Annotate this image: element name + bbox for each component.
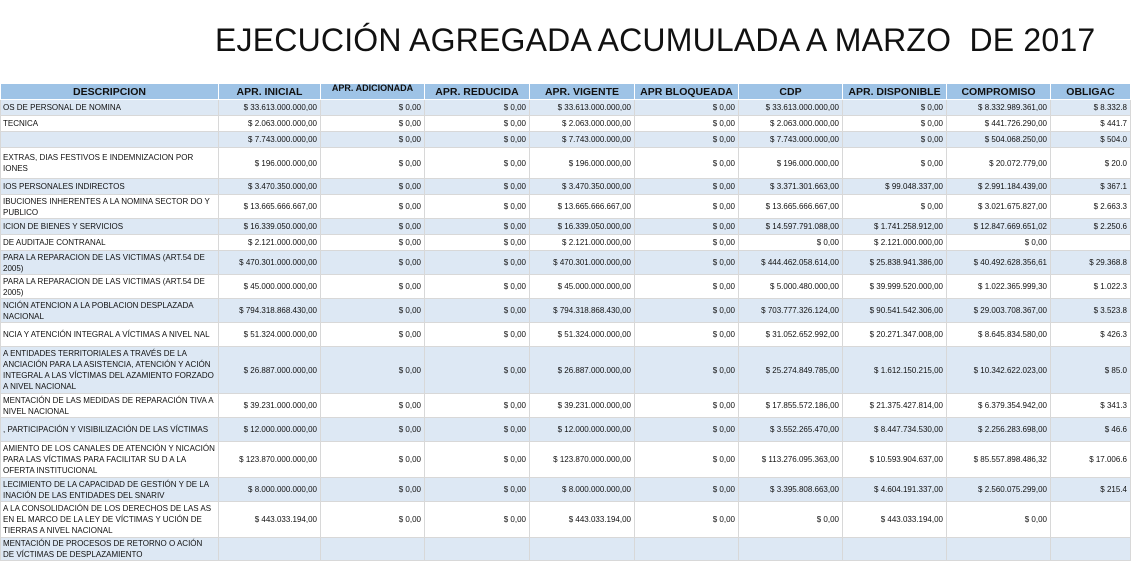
amount-cell[interactable]: $ 1.022.3 bbox=[1051, 275, 1131, 299]
amount-cell[interactable]: $ 504.0 bbox=[1051, 132, 1131, 148]
amount-cell[interactable]: $ 1.022.365.999,30 bbox=[947, 275, 1051, 299]
amount-cell[interactable]: $ 441.726.290,00 bbox=[947, 116, 1051, 132]
amount-cell[interactable]: $ 443.033.194,00 bbox=[219, 502, 321, 538]
amount-cell[interactable]: $ 0,00 bbox=[321, 179, 425, 195]
table-row bbox=[1, 502, 1131, 538]
amount-cell[interactable]: $ 0,00 bbox=[635, 148, 739, 179]
amount-cell[interactable]: $ 426.3 bbox=[1051, 323, 1131, 347]
amount-cell[interactable]: $ 123.870.000.000,00 bbox=[219, 442, 321, 478]
row-description-cell[interactable]: LECIMIENTO DE LA CAPACIDAD DE GESTIÓN Y DE LA INACIÓN DE LAS ENTIDADES DEL SNARIV bbox=[1, 478, 219, 502]
table-row bbox=[1, 275, 1131, 299]
table-row bbox=[1, 148, 1131, 179]
amount-cell[interactable]: $ 0,00 bbox=[321, 442, 425, 478]
amount-cell[interactable]: $ 0,00 bbox=[321, 478, 425, 502]
amount-cell[interactable]: $ 46.6 bbox=[1051, 418, 1131, 442]
amount-cell[interactable]: $ 2.121.000.000,00 bbox=[843, 235, 947, 251]
amount-cell[interactable]: $ 0,00 bbox=[321, 418, 425, 442]
amount-cell[interactable]: $ 470.301.000.000,00 bbox=[219, 251, 321, 275]
amount-cell[interactable]: $ 31.052.652.992,00 bbox=[739, 323, 843, 347]
amount-cell[interactable]: $ 0,00 bbox=[321, 132, 425, 148]
amount-cell[interactable]: $ 40.492.628.356,61 bbox=[947, 251, 1051, 275]
amount-cell[interactable]: $ 1.612.150.215,00 bbox=[843, 347, 947, 394]
amount-cell[interactable]: $ 26.887.000.000,00 bbox=[219, 347, 321, 394]
amount-cell[interactable]: $ 794.318.868.430,00 bbox=[219, 299, 321, 323]
table-row bbox=[1, 100, 1131, 116]
amount-cell[interactable]: $ 85.557.898.486,32 bbox=[947, 442, 1051, 478]
amount-cell[interactable]: $ 3.470.350.000,00 bbox=[219, 179, 321, 195]
amount-cell[interactable]: $ 29.003.708.367,00 bbox=[947, 299, 1051, 323]
amount-cell[interactable]: $ 0,00 bbox=[425, 251, 530, 275]
amount-cell[interactable]: $ 123.870.000.000,00 bbox=[530, 442, 635, 478]
table-row bbox=[1, 235, 1131, 251]
amount-cell[interactable]: $ 0,00 bbox=[425, 100, 530, 116]
amount-cell[interactable]: $ 16.339.050.000,00 bbox=[219, 219, 321, 235]
row-description-cell[interactable]: , PARTICIPACIÓN Y VISIBILIZACIÓN DE LAS VÍCTIMAS bbox=[1, 418, 219, 442]
table-row bbox=[1, 251, 1131, 275]
amount-cell[interactable]: $ 0,00 bbox=[635, 100, 739, 116]
table-row bbox=[1, 132, 1131, 148]
amount-cell[interactable]: $ 0,00 bbox=[321, 235, 425, 251]
row-description-cell[interactable]: A LA CONSOLIDACIÓN DE LOS DERECHOS DE LAS AS EN EL MARCO DE LA LEY DE VÍCTIMAS Y UCIÓN DE TIERRAS A NIVEL NACIONAL bbox=[1, 502, 219, 538]
amount-cell[interactable]: $ 0,00 bbox=[321, 219, 425, 235]
amount-cell[interactable]: $ 2.063.000.000,00 bbox=[530, 116, 635, 132]
amount-cell[interactable]: $ 6.379.354.942,00 bbox=[947, 394, 1051, 418]
spreadsheet bbox=[0, 83, 1127, 561]
amount-cell[interactable]: $ 13.665.666.667,00 bbox=[219, 195, 321, 219]
col-header-cdp[interactable]: CDP bbox=[739, 84, 843, 100]
amount-cell[interactable] bbox=[947, 538, 1051, 561]
amount-cell[interactable]: $ 39.999.520.000,00 bbox=[843, 275, 947, 299]
amount-cell[interactable] bbox=[219, 538, 321, 561]
amount-cell[interactable]: $ 0,00 bbox=[843, 116, 947, 132]
amount-cell[interactable]: $ 51.324.000.000,00 bbox=[530, 323, 635, 347]
amount-cell[interactable]: $ 8.332.989.361,00 bbox=[947, 100, 1051, 116]
row-description-cell[interactable]: A ENTIDADES TERRITORIALES A TRAVÉS DE LA ANCIACIÓN PARA LA ASISTENCIA, ATENCIÓN Y ACIÓN INTEGRAL A LAS VÍCTIMAS DEL AZAMIENTO FORZADO A NIVEL NACIONAL bbox=[1, 347, 219, 394]
col-header-apr-inicial[interactable]: APR. INICIAL bbox=[219, 84, 321, 100]
amount-cell[interactable]: $ 4.604.191.337,00 bbox=[843, 478, 947, 502]
amount-cell[interactable]: $ 2.560.075.299,00 bbox=[947, 478, 1051, 502]
amount-cell[interactable]: $ 12.000.000.000,00 bbox=[219, 418, 321, 442]
col-header-compromiso[interactable]: COMPROMISO bbox=[947, 84, 1051, 100]
amount-cell[interactable]: $ 8.332.8 bbox=[1051, 100, 1131, 116]
row-description-cell[interactable]: ICION DE BIENES Y SERVICIOS bbox=[1, 219, 219, 235]
amount-cell[interactable]: $ 0,00 bbox=[635, 442, 739, 478]
table-body bbox=[1, 100, 1131, 561]
amount-cell[interactable]: $ 20.271.347.008,00 bbox=[843, 323, 947, 347]
amount-cell[interactable]: $ 2.063.000.000,00 bbox=[219, 116, 321, 132]
amount-cell[interactable]: $ 0,00 bbox=[425, 148, 530, 179]
amount-cell[interactable]: $ 794.318.868.430,00 bbox=[530, 299, 635, 323]
amount-cell[interactable]: $ 0,00 bbox=[321, 116, 425, 132]
amount-cell[interactable]: $ 90.541.542.306,00 bbox=[843, 299, 947, 323]
amount-cell[interactable]: $ 12.847.669.651,02 bbox=[947, 219, 1051, 235]
amount-cell[interactable]: $ 0,00 bbox=[739, 502, 843, 538]
amount-cell[interactable]: $ 26.887.000.000,00 bbox=[530, 347, 635, 394]
title-area bbox=[0, 0, 1110, 83]
amount-cell[interactable]: $ 0,00 bbox=[843, 100, 947, 116]
amount-cell[interactable] bbox=[1051, 502, 1131, 538]
amount-cell[interactable]: $ 0,00 bbox=[425, 299, 530, 323]
amount-cell[interactable]: $ 0,00 bbox=[635, 502, 739, 538]
row-description-cell[interactable]: NCIA Y ATENCIÓN INTEGRAL A VÍCTIMAS A NIVEL NAL bbox=[1, 323, 219, 347]
amount-cell[interactable]: $ 0,00 bbox=[425, 179, 530, 195]
row-description-cell[interactable]: OS DE PERSONAL DE NOMINA bbox=[1, 100, 219, 116]
amount-cell[interactable]: $ 0,00 bbox=[321, 347, 425, 394]
col-header-obligacion[interactable]: OBLIGAC bbox=[1051, 84, 1131, 100]
amount-cell[interactable]: $ 1.741.258.912,00 bbox=[843, 219, 947, 235]
amount-cell[interactable]: $ 3.552.265.470,00 bbox=[739, 418, 843, 442]
amount-cell[interactable]: $ 0,00 bbox=[635, 116, 739, 132]
amount-cell[interactable]: $ 10.342.622.023,00 bbox=[947, 347, 1051, 394]
amount-cell[interactable]: $ 0,00 bbox=[321, 299, 425, 323]
amount-cell[interactable]: $ 8.447.734.530,00 bbox=[843, 418, 947, 442]
table-row bbox=[1, 347, 1131, 394]
table-row bbox=[1, 195, 1131, 219]
row-description-cell[interactable] bbox=[1, 132, 219, 148]
amount-cell[interactable]: $ 0,00 bbox=[635, 235, 739, 251]
row-description-cell[interactable]: TECNICA bbox=[1, 116, 219, 132]
amount-cell[interactable]: $ 13.665.666.667,00 bbox=[739, 195, 843, 219]
amount-cell[interactable]: $ 215.4 bbox=[1051, 478, 1131, 502]
amount-cell[interactable]: $ 443.033.194,00 bbox=[843, 502, 947, 538]
amount-cell[interactable]: $ 20.072.779,00 bbox=[947, 148, 1051, 179]
table-row bbox=[1, 478, 1131, 502]
amount-cell[interactable]: $ 0,00 bbox=[739, 235, 843, 251]
col-header-apr-vigente[interactable]: APR. VIGENTE bbox=[530, 84, 635, 100]
amount-cell[interactable]: $ 0,00 bbox=[947, 235, 1051, 251]
amount-cell[interactable]: $ 45.000.000.000,00 bbox=[530, 275, 635, 299]
table-row bbox=[1, 299, 1131, 323]
amount-cell[interactable]: $ 0,00 bbox=[425, 442, 530, 478]
table-row bbox=[1, 116, 1131, 132]
amount-cell[interactable]: $ 0,00 bbox=[635, 275, 739, 299]
amount-cell[interactable]: $ 13.665.666.667,00 bbox=[530, 195, 635, 219]
amount-cell[interactable]: $ 0,00 bbox=[425, 235, 530, 251]
amount-cell[interactable]: $ 196.000.000,00 bbox=[739, 148, 843, 179]
amount-cell[interactable]: $ 7.743.000.000,00 bbox=[219, 132, 321, 148]
amount-cell[interactable]: $ 7.743.000.000,00 bbox=[739, 132, 843, 148]
amount-cell[interactable]: $ 14.597.791.088,00 bbox=[739, 219, 843, 235]
amount-cell[interactable]: $ 25.838.941.386,00 bbox=[843, 251, 947, 275]
amount-cell[interactable]: $ 8.645.834.580,00 bbox=[947, 323, 1051, 347]
amount-cell[interactable]: $ 0,00 bbox=[635, 394, 739, 418]
amount-cell[interactable]: $ 0,00 bbox=[321, 148, 425, 179]
row-description-cell[interactable]: NCIÓN ATENCION A LA POBLACION DESPLAZADA NACIONAL bbox=[1, 299, 219, 323]
budget-table bbox=[0, 83, 1131, 561]
amount-cell[interactable] bbox=[321, 538, 425, 561]
amount-cell[interactable] bbox=[530, 538, 635, 561]
col-header-apr-reducida[interactable]: APR. REDUCIDA bbox=[425, 84, 530, 100]
amount-cell[interactable]: $ 0,00 bbox=[635, 219, 739, 235]
amount-cell[interactable]: $ 0,00 bbox=[843, 132, 947, 148]
amount-cell[interactable]: $ 0,00 bbox=[425, 347, 530, 394]
row-description-cell[interactable]: MENTACIÓN DE LAS MEDIDAS DE REPARACIÓN TIVA A NIVEL NACIONAL bbox=[1, 394, 219, 418]
amount-cell[interactable]: $ 16.339.050.000,00 bbox=[530, 219, 635, 235]
amount-cell[interactable]: $ 0,00 bbox=[321, 100, 425, 116]
amount-cell[interactable]: $ 0,00 bbox=[635, 347, 739, 394]
header-row bbox=[1, 84, 1131, 100]
amount-cell[interactable] bbox=[1051, 538, 1131, 561]
amount-cell[interactable]: $ 25.274.849.785,00 bbox=[739, 347, 843, 394]
amount-cell[interactable]: $ 504.068.250,00 bbox=[947, 132, 1051, 148]
amount-cell[interactable]: $ 0,00 bbox=[635, 478, 739, 502]
col-header-apr-disponible[interactable]: APR. DISPONIBLE bbox=[843, 84, 947, 100]
amount-cell[interactable] bbox=[843, 538, 947, 561]
amount-cell[interactable]: $ 39.231.000.000,00 bbox=[530, 394, 635, 418]
col-header-descripcion[interactable]: DESCRIPCION bbox=[1, 84, 219, 100]
amount-cell[interactable] bbox=[635, 538, 739, 561]
amount-cell[interactable]: $ 2.121.000.000,00 bbox=[219, 235, 321, 251]
amount-cell[interactable]: $ 0,00 bbox=[635, 299, 739, 323]
amount-cell[interactable]: $ 17.855.572.186,00 bbox=[739, 394, 843, 418]
amount-cell[interactable]: $ 3.470.350.000,00 bbox=[530, 179, 635, 195]
amount-cell[interactable]: $ 0,00 bbox=[425, 478, 530, 502]
amount-cell[interactable]: $ 5.000.480.000,00 bbox=[739, 275, 843, 299]
amount-cell[interactable] bbox=[1051, 235, 1131, 251]
amount-cell[interactable]: $ 367.1 bbox=[1051, 179, 1131, 195]
amount-cell[interactable]: $ 12.000.000.000,00 bbox=[530, 418, 635, 442]
amount-cell[interactable]: $ 0,00 bbox=[425, 275, 530, 299]
amount-cell[interactable]: $ 0,00 bbox=[321, 275, 425, 299]
amount-cell[interactable]: $ 0,00 bbox=[425, 116, 530, 132]
amount-cell[interactable]: $ 3.371.301.663,00 bbox=[739, 179, 843, 195]
amount-cell[interactable]: $ 17.006.6 bbox=[1051, 442, 1131, 478]
amount-cell[interactable]: $ 341.3 bbox=[1051, 394, 1131, 418]
amount-cell[interactable]: $ 2.121.000.000,00 bbox=[530, 235, 635, 251]
amount-cell[interactable]: $ 0,00 bbox=[947, 502, 1051, 538]
amount-cell[interactable]: $ 441.7 bbox=[1051, 116, 1131, 132]
amount-cell[interactable]: $ 470.301.000.000,00 bbox=[530, 251, 635, 275]
table-row bbox=[1, 323, 1131, 347]
row-description-cell[interactable]: IBUCIONES INHERENTES A LA NOMINA SECTOR DO Y PUBLICO bbox=[1, 195, 219, 219]
amount-cell[interactable]: $ 2.250.6 bbox=[1051, 219, 1131, 235]
amount-cell[interactable]: $ 444.462.058.614,00 bbox=[739, 251, 843, 275]
amount-cell[interactable]: $ 3.021.675.827,00 bbox=[947, 195, 1051, 219]
amount-cell[interactable]: $ 39.231.000.000,00 bbox=[219, 394, 321, 418]
amount-cell[interactable]: $ 45.000.000.000,00 bbox=[219, 275, 321, 299]
amount-cell[interactable]: $ 3.523.8 bbox=[1051, 299, 1131, 323]
amount-cell[interactable]: $ 443.033.194,00 bbox=[530, 502, 635, 538]
amount-cell[interactable]: $ 8.000.000.000,00 bbox=[530, 478, 635, 502]
amount-cell[interactable]: $ 33.613.000.000,00 bbox=[739, 100, 843, 116]
amount-cell[interactable]: $ 0,00 bbox=[425, 502, 530, 538]
amount-cell[interactable]: $ 0,00 bbox=[321, 502, 425, 538]
amount-cell[interactable]: $ 99.048.337,00 bbox=[843, 179, 947, 195]
amount-cell[interactable]: $ 0,00 bbox=[425, 132, 530, 148]
amount-cell[interactable]: $ 33.613.000.000,00 bbox=[530, 100, 635, 116]
col-header-apr-adicionada[interactable]: APR. ADICIONADA bbox=[321, 84, 425, 100]
amount-cell[interactable]: $ 0,00 bbox=[425, 394, 530, 418]
report-title: EJECUCIÓN AGREGADA ACUMULADA A MARZO DE 2017 bbox=[215, 22, 1096, 58]
amount-cell[interactable]: $ 196.000.000,00 bbox=[530, 148, 635, 179]
amount-cell[interactable]: $ 0,00 bbox=[425, 323, 530, 347]
amount-cell[interactable] bbox=[425, 538, 530, 561]
amount-cell[interactable]: $ 2.256.283.698,00 bbox=[947, 418, 1051, 442]
row-description-cell[interactable]: DE AUDITAJE CONTRANAL bbox=[1, 235, 219, 251]
amount-cell[interactable]: $ 10.593.904.637,00 bbox=[843, 442, 947, 478]
row-description-cell[interactable]: EXTRAS, DIAS FESTIVOS E INDEMNIZACION POR IONES bbox=[1, 148, 219, 179]
amount-cell[interactable]: $ 196.000.000,00 bbox=[219, 148, 321, 179]
amount-cell[interactable] bbox=[739, 538, 843, 561]
amount-cell[interactable]: $ 0,00 bbox=[635, 323, 739, 347]
amount-cell[interactable]: $ 2.063.000.000,00 bbox=[739, 116, 843, 132]
table-row bbox=[1, 394, 1131, 418]
amount-cell[interactable]: $ 85.0 bbox=[1051, 347, 1131, 394]
amount-cell[interactable]: $ 0,00 bbox=[321, 251, 425, 275]
amount-cell[interactable]: $ 0,00 bbox=[843, 148, 947, 179]
table-row bbox=[1, 442, 1131, 478]
amount-cell[interactable]: $ 0,00 bbox=[321, 323, 425, 347]
col-header-apr-bloqueada[interactable]: APR BLOQUEADA bbox=[635, 84, 739, 100]
amount-cell[interactable]: $ 0,00 bbox=[425, 195, 530, 219]
amount-cell[interactable]: $ 703.777.326.124,00 bbox=[739, 299, 843, 323]
amount-cell[interactable]: $ 0,00 bbox=[635, 418, 739, 442]
amount-cell[interactable]: $ 0,00 bbox=[635, 179, 739, 195]
row-description-cell[interactable]: MENTACIÓN DE PROCESOS DE RETORNO O ACIÓN DE VÍCTIMAS DE DESPLAZAMIENTO bbox=[1, 538, 219, 561]
amount-cell[interactable]: $ 113.276.095.363,00 bbox=[739, 442, 843, 478]
amount-cell[interactable]: $ 51.324.000.000,00 bbox=[219, 323, 321, 347]
amount-cell[interactable]: $ 0,00 bbox=[425, 418, 530, 442]
row-description-cell[interactable]: IOS PERSONALES INDIRECTOS bbox=[1, 179, 219, 195]
amount-cell[interactable]: $ 29.368.8 bbox=[1051, 251, 1131, 275]
amount-cell[interactable]: $ 8.000.000.000,00 bbox=[219, 478, 321, 502]
amount-cell[interactable]: $ 3.395.808.663,00 bbox=[739, 478, 843, 502]
row-description-cell[interactable]: PARA LA REPARACION DE LAS VICTIMAS (ART.54 DE 2005) bbox=[1, 275, 219, 299]
table-row bbox=[1, 538, 1131, 561]
amount-cell[interactable]: $ 0,00 bbox=[635, 195, 739, 219]
table-row bbox=[1, 418, 1131, 442]
table-row bbox=[1, 179, 1131, 195]
amount-cell[interactable]: $ 21.375.427.814,00 bbox=[843, 394, 947, 418]
amount-cell[interactable]: $ 0,00 bbox=[843, 195, 947, 219]
amount-cell[interactable]: $ 0,00 bbox=[635, 132, 739, 148]
table-row bbox=[1, 219, 1131, 235]
amount-cell[interactable]: $ 0,00 bbox=[425, 219, 530, 235]
amount-cell[interactable]: $ 0,00 bbox=[321, 195, 425, 219]
row-description-cell[interactable]: PARA LA REPARACION DE LAS VICTIMAS (ART.54 DE 2005) bbox=[1, 251, 219, 275]
row-description-cell[interactable]: AMIENTO DE LOS CANALES DE ATENCIÓN Y NICACIÓN PARA LAS VÍCTIMAS PARA FACILITAR SU D A LA OFERTA INSTITUCIONAL bbox=[1, 442, 219, 478]
amount-cell[interactable]: $ 20.0 bbox=[1051, 148, 1131, 179]
amount-cell[interactable]: $ 33.613.000.000,00 bbox=[219, 100, 321, 116]
amount-cell[interactable]: $ 0,00 bbox=[321, 394, 425, 418]
amount-cell[interactable]: $ 2.991.184.439,00 bbox=[947, 179, 1051, 195]
amount-cell[interactable]: $ 0,00 bbox=[635, 251, 739, 275]
amount-cell[interactable]: $ 7.743.000.000,00 bbox=[530, 132, 635, 148]
amount-cell[interactable]: $ 2.663.3 bbox=[1051, 195, 1131, 219]
